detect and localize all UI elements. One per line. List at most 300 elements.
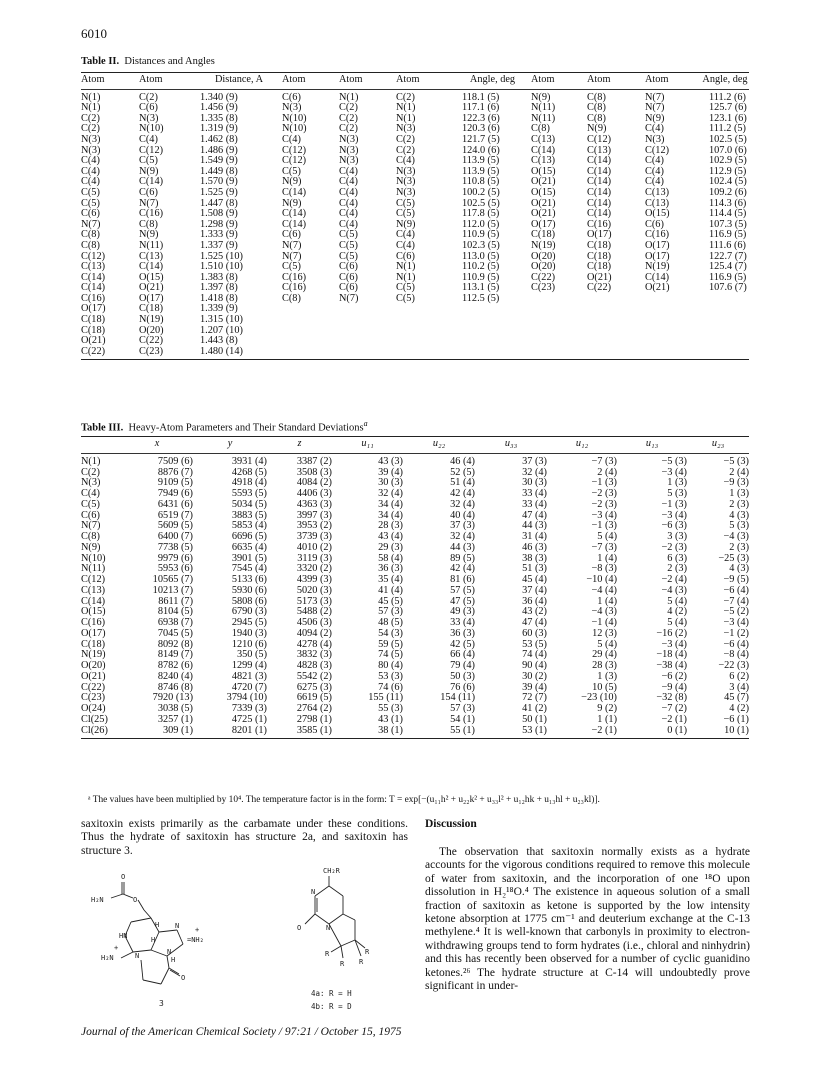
table3-cell: 45 (4) [522, 574, 547, 585]
table2-cell: N(3) [282, 102, 302, 114]
table2-cell: C(5) [396, 282, 415, 294]
table3-cell: N(1) [81, 455, 101, 467]
table3-cell: 8104 (5) [157, 606, 193, 618]
table2-cell: O(17) [645, 239, 670, 251]
table3-cell: 4 (2) [729, 703, 749, 714]
table-row [81, 672, 749, 683]
table3-cell: 154 (11) [440, 692, 475, 704]
table2-cell: O(21) [645, 282, 670, 294]
table3-cell: 43 (4) [378, 531, 403, 542]
table2-cell: N(3) [396, 176, 416, 188]
table3-cell: 39 (4) [378, 466, 403, 478]
table2-header-cell: Atom [645, 73, 701, 90]
table2-cell: C(4) [339, 176, 358, 188]
table3-cell: 38 (1) [332, 726, 403, 739]
table2-cell: 110.9 (5) [462, 229, 500, 241]
table2-cell: O(17) [531, 218, 556, 230]
table2-cell: C(5) [396, 197, 415, 209]
table2-cell [645, 336, 701, 347]
table3-cell: 1299 (4) [231, 660, 267, 671]
table2-cell: N(7) [282, 239, 302, 251]
table2-cell: C(13) [645, 186, 670, 198]
table2-cell: C(14) [139, 176, 164, 188]
table3-cell: 7949 (6) [157, 488, 193, 499]
table3-cell: 43 (2) [522, 606, 547, 618]
table2-cell: C(4) [339, 186, 358, 198]
table2-cell: 112.9 (5) [709, 165, 747, 177]
table2-cell: N(3) [139, 112, 159, 124]
table2-cell: 100.2 (5) [462, 186, 500, 198]
table2-cell [339, 347, 396, 360]
table-row [81, 715, 749, 726]
table3-cell: O(20) [81, 660, 106, 671]
table3-cell: 3931 (4) [231, 455, 267, 467]
table2-cell: C(14) [282, 218, 307, 230]
table3-cell: 1 (3) [729, 488, 749, 499]
table3-cell: 5853 (4) [231, 520, 267, 532]
table3-cell: −8 (4) [723, 649, 749, 661]
table2-cell: C(6) [645, 218, 664, 230]
table3-cell: −16 (2) [656, 627, 687, 639]
table2-cell: C(5) [282, 165, 301, 177]
table2-cell: 117.8 (5) [462, 208, 500, 220]
table2-cell: 110.8 (5) [462, 176, 500, 188]
structure-3-label-7: =NH₂ [187, 936, 204, 944]
table2-cell: N(9) [531, 91, 551, 103]
table3-cell: N(7) [81, 520, 101, 532]
table3-cell: 4268 (5) [231, 466, 267, 478]
table3-cell: 3038 (5) [157, 703, 193, 714]
table3-cell: −1 (3) [591, 477, 617, 489]
table3-cell: 3739 (3) [296, 531, 332, 542]
table2-cell: 114.4 (5) [709, 208, 747, 220]
structure-3-label-11: H [151, 936, 156, 944]
table2-cell: 1.449 (8) [200, 165, 238, 177]
table2-cell: O(15) [139, 271, 164, 283]
table3-cell: 33 (4) [450, 617, 475, 628]
table3-cell: 8092 (8) [157, 638, 193, 650]
table2-cell: 120.3 (6) [462, 123, 500, 135]
table2-cell [396, 304, 454, 315]
table3-cell: 2 (3) [729, 498, 749, 510]
table3-cell: 74 (6) [378, 681, 403, 693]
table3-cell: 12 (3) [592, 627, 617, 639]
table2-cell: N(9) [282, 176, 302, 188]
table2-cell [701, 315, 749, 326]
table3-cell: 7339 (3) [231, 703, 267, 714]
table3-cell: 4094 (2) [296, 627, 332, 639]
table3-cell: 42 (4) [450, 563, 475, 575]
table3-cell: 74 (4) [522, 649, 547, 661]
table3-cell: −3 (4) [661, 638, 687, 650]
table2-cell: O(15) [531, 186, 556, 198]
table2-cell: C(4) [396, 155, 415, 167]
table3-cell: −2 (1) [547, 726, 617, 739]
table2-cell [645, 315, 701, 326]
table2-cell: C(6) [282, 229, 301, 241]
table2-cell [396, 347, 454, 360]
discussion-paragraph: The observation that saxitoxin normally exists as a hydrate accounts for the vigorous conditions required to remove this molecule of water from saxitoxin, and the incorporation of one ¹⁸O upon dissolution in H₂¹⁸O.⁴ The existence in aqueous solution of a small fraction of saxitoxin as ketone is supported by the low intensity ketone absorption at 1775 cm⁻¹ and deuterium exchange at the C-13 methylene.⁴ It is well-known that carbonyls in proximity to electron-withdrawing groups tend to form hydrates (i.e., chloral and ninhydrin) and this has recently been observed for a number of cyclic guanidino ketones.²⁶ The hydrate structure at C-14 will undoubtedly prove significant in under- [425, 846, 750, 993]
table3-cell: 53 (1) [475, 726, 547, 739]
structure-4-label-3: N [326, 924, 331, 932]
table3-cell: 5 (4) [597, 531, 617, 542]
table3-cell: 2798 (1) [296, 713, 332, 725]
table3-cell: −7 (4) [723, 595, 749, 607]
table3-cell: Cl(26) [81, 726, 121, 739]
table2-cell [531, 326, 587, 337]
table3-cell: −7 (3) [591, 541, 617, 553]
table3-cell: 40 (4) [450, 509, 475, 521]
table3-cell: 1 (4) [597, 552, 617, 564]
table3-cell: 47 (4) [522, 617, 547, 628]
table-row [81, 188, 749, 199]
table2-cell: 1.319 (9) [200, 123, 238, 135]
table2-cell: N(11) [531, 102, 556, 114]
table2-cell: C(6) [282, 91, 301, 103]
table2-cell: 1.397 (8) [200, 282, 238, 294]
table2-cell: 1.383 (8) [200, 271, 238, 283]
table3-cell: 1 (4) [597, 595, 617, 607]
table3-cell: 2 (3) [667, 563, 687, 575]
table3-cell: 32 (4) [378, 488, 403, 499]
table2-cell [701, 336, 749, 347]
table3-cell: 7920 (13) [152, 692, 193, 704]
table3-cell: 51 (4) [450, 477, 475, 489]
structure-3-label-12: N [167, 948, 172, 956]
table2-cell: 116.9 (5) [709, 229, 747, 241]
table2-cell [645, 347, 701, 360]
table3-cell: 29 (4) [592, 649, 617, 661]
table3-cell: 41 (4) [378, 584, 403, 596]
table3-cell: 5 (4) [667, 617, 687, 628]
table2-cell: O(17) [587, 229, 612, 241]
table3-cell: 9109 (5) [157, 477, 193, 489]
table3-title-footnote-mark: a [363, 419, 368, 428]
table3-cell: 5173 (3) [296, 595, 332, 607]
structure-3-label-14: O [181, 974, 186, 982]
table3-cell: −3 (4) [661, 466, 687, 478]
table3-cell: 36 (4) [522, 595, 547, 607]
table2-cell: C(8) [81, 239, 100, 251]
table3-cell: 47 (5) [450, 595, 475, 607]
table2-cell: N(3) [339, 155, 359, 167]
table2-cell: C(6) [339, 261, 358, 273]
table-row [81, 283, 749, 294]
table2-cell: C(13) [531, 155, 556, 167]
table3-cell: 33 (4) [522, 488, 547, 499]
table2-cell [454, 336, 531, 347]
table3-cell: 37 (3) [522, 455, 547, 467]
table3-cell: 3901 (5) [231, 552, 267, 564]
table2-cell: C(12) [645, 144, 670, 156]
table2-cell: 112.5 (5) [462, 292, 500, 304]
table2-cell: 102.5 (5) [709, 133, 747, 145]
table3-cell: 44 (3) [450, 541, 475, 553]
structure-3-number: 3 [159, 999, 164, 1008]
table2-cell: 116.9 (5) [709, 271, 747, 283]
table3-cell: 1 (1) [597, 713, 617, 725]
table2-header-cell: Distance, A [196, 73, 282, 90]
table2-cell: C(13) [531, 133, 556, 145]
table2-cell: 102.5 (5) [462, 197, 500, 209]
table2-cell: C(4) [339, 197, 358, 209]
table3-cell: 30 (2) [522, 670, 547, 682]
table2-cell: N(3) [396, 165, 416, 177]
table3-cell: 8876 (7) [157, 466, 193, 478]
table3-cell: C(14) [81, 595, 106, 607]
table3-cell: −1 (4) [591, 617, 617, 628]
table2-cell [282, 326, 339, 337]
structure-4-drawing [285, 856, 405, 1016]
table3-cell: 1210 (6) [231, 638, 267, 650]
table3-cell: 8149 (7) [157, 649, 193, 661]
table2-cell: C(4) [645, 165, 664, 177]
table3-header-cell: z [267, 437, 332, 454]
table3-cell: 5609 (5) [157, 520, 193, 532]
table2-cell: 102.4 (5) [709, 176, 747, 188]
table2-cell [454, 326, 531, 337]
table3-cell: 0 (1) [617, 726, 687, 739]
table2-cell [454, 315, 531, 326]
table3-cell: 5488 (2) [296, 606, 332, 618]
table2-cell [531, 315, 587, 326]
table3-cell: 50 (3) [450, 670, 475, 682]
table2-cell: 107.0 (6) [709, 144, 747, 156]
table2-cell: N(3) [396, 186, 416, 198]
table3-cell: 309 (1) [121, 726, 193, 739]
page-number: 6010 [81, 26, 107, 41]
table2-cell: C(4) [81, 176, 100, 188]
table2-cell: 1.418 (8) [200, 292, 238, 304]
table3-cell: −5 (3) [723, 455, 749, 467]
table2-cell: C(12) [282, 144, 307, 156]
table3-cell: O(17) [81, 627, 106, 639]
table2-cell: C(2) [396, 91, 415, 103]
table3-cell: N(10) [81, 552, 106, 564]
table3-cell: 6635 (4) [231, 541, 267, 553]
table3-cell: 4010 (2) [296, 541, 332, 553]
table3-cell: −3 (4) [661, 509, 687, 521]
table-row [81, 315, 749, 326]
table3-cell: 4720 (7) [231, 681, 267, 693]
table2-cell: 122.3 (6) [462, 112, 500, 124]
table2-cell: C(14) [282, 208, 307, 220]
table-row [81, 629, 749, 640]
table2-cell: 123.1 (6) [709, 112, 747, 124]
table2-cell: 111.6 (6) [709, 239, 746, 251]
table3-cell: 53 (3) [378, 670, 403, 682]
table3-cell: 46 (4) [450, 455, 475, 467]
table3-cell: 57 (3) [378, 606, 403, 618]
table-row [81, 89, 749, 103]
table2-cell [531, 294, 587, 305]
table2-cell: C(13) [645, 197, 670, 209]
table3-cell: −32 (8) [656, 692, 687, 704]
table3-cell: N(3) [81, 477, 101, 489]
table2-cell: C(5) [282, 261, 301, 273]
structure-4-label-7: R [359, 958, 364, 966]
table2-cell: C(22) [81, 347, 139, 360]
table3-cell: 34 (4) [378, 498, 403, 510]
table3-cell: 3 (4) [729, 681, 749, 693]
table2-cell: C(22) [531, 271, 556, 283]
table3-cell: 45 (5) [378, 595, 403, 607]
table3-cell: 10565 (7) [152, 574, 193, 585]
table3-header-cell: u₁₂ [547, 437, 617, 454]
table3-cell: 48 (5) [378, 617, 403, 628]
table3-header-cell: u₂₂ [403, 437, 475, 454]
table2-cell: O(21) [139, 282, 164, 294]
table3-cell: 74 (5) [378, 649, 403, 661]
table3-cell: 30 (3) [378, 477, 403, 489]
table2-cell [339, 315, 396, 326]
table2-cell: 125.4 (7) [709, 261, 747, 273]
table2-cell: 112.0 (5) [462, 218, 500, 230]
table3-cell: 10 (1) [687, 726, 749, 739]
table3-cell: −23 (10) [581, 692, 617, 704]
table3-cell: 3953 (2) [296, 520, 332, 532]
table3-cell: Cl(25) [81, 713, 108, 725]
table2-cell: N(3) [81, 144, 101, 156]
table3-cell: 42 (4) [450, 488, 475, 499]
table3-cell: −6 (3) [661, 520, 687, 532]
table2-cell: N(7) [339, 292, 359, 304]
table3-cell: 80 (4) [378, 660, 403, 671]
table2-cell: 1.315 (10) [200, 314, 243, 326]
table3-cell: 58 (4) [378, 552, 403, 564]
table2-cell: C(16) [81, 292, 106, 304]
table3-cell: −7 (3) [591, 455, 617, 467]
table2-cell: 111.2 (6) [709, 91, 746, 103]
table2-cell: N(9) [587, 123, 607, 135]
table2-cell: N(11) [531, 112, 556, 124]
structure-4-label-2: O [297, 924, 302, 932]
table3-cell: 6400 (7) [157, 531, 193, 542]
table3-cell: C(16) [81, 617, 106, 628]
table2-cell: C(8) [81, 229, 100, 241]
table2-cell: 1.462 (8) [200, 133, 238, 145]
table3-cell: 2 (3) [729, 541, 749, 553]
table3-cell: C(12) [81, 574, 106, 585]
table2-cell: C(14) [587, 176, 612, 188]
table2-cell: O(21) [587, 271, 612, 283]
table2-cell: N(1) [81, 91, 101, 103]
table2-cell: 1.549 (9) [200, 155, 238, 167]
table2-cell: C(6) [339, 271, 358, 283]
table2-cell: C(14) [81, 271, 106, 283]
table3-cell: C(22) [81, 681, 106, 693]
table3-cell: 3257 (1) [157, 713, 193, 725]
table2-cell: 113.9 (5) [462, 155, 500, 167]
table2-cell: N(3) [339, 133, 359, 145]
table2-cell: C(14) [81, 282, 106, 294]
table2-cell: 1.508 (9) [200, 208, 238, 220]
table2-cell: C(14) [587, 186, 612, 198]
table3-cell: 79 (4) [450, 660, 475, 671]
table2-cell: N(3) [339, 144, 359, 156]
table2-cell: 121.7 (5) [462, 133, 500, 145]
table3-cell: 32 (4) [450, 531, 475, 542]
table2-cell: C(2) [339, 123, 358, 135]
table3-cell: 60 (3) [522, 627, 547, 639]
table2-cell [587, 326, 645, 337]
table2-cell: O(20) [139, 324, 164, 336]
table3-cell: −3 (4) [723, 617, 749, 628]
table2-cell: C(8) [531, 123, 550, 135]
left-column-paragraph: saxitoxin exists primarily as the carbamate under these conditions. Thus the hydrate of saxitoxin has structure 2a, and saxitoxin has structure 3. [81, 818, 408, 857]
table3-cell: 55 (3) [378, 703, 403, 714]
table2-cell: C(14) [531, 144, 556, 156]
table3-cell: −2 (1) [661, 713, 687, 725]
table3-cell: 43 (3) [378, 455, 403, 467]
table2-cell: C(13) [587, 144, 612, 156]
table3-cell: 8746 (8) [157, 681, 193, 693]
table3-cell: 3883 (5) [231, 509, 267, 521]
table2-cell: N(19) [531, 239, 556, 251]
table3-cell: 9 (2) [597, 703, 617, 714]
table2-cell: N(1) [396, 271, 416, 283]
table3-cell: −9 (5) [723, 574, 749, 585]
table2-cell: N(19) [139, 314, 164, 326]
table2-cell [645, 304, 701, 315]
table2-cell: N(9) [139, 229, 159, 241]
table2-cell: 1.525 (9) [200, 186, 238, 198]
table3-cell: C(4) [81, 488, 100, 499]
table3-cell: 4084 (2) [296, 477, 332, 489]
table3-cell: 1940 (3) [231, 627, 267, 639]
table2-header-cell: Atom [339, 73, 396, 90]
table2-title: Distances and Angles [124, 56, 215, 67]
table2-cell: C(4) [81, 155, 100, 167]
table-row [81, 500, 749, 511]
table2-cell: C(4) [645, 155, 664, 167]
table2-cell: C(4) [282, 133, 301, 145]
table2-cell: 1.337 (9) [200, 239, 238, 251]
table3-header-cell: u₃₃ [475, 437, 547, 454]
table3-cell: 3997 (3) [296, 509, 332, 521]
table3-cell: 5034 (5) [231, 498, 267, 510]
table-row [81, 135, 749, 146]
structure-3-drawing [81, 860, 231, 1010]
table-row [81, 586, 749, 597]
table2-cell: C(2) [81, 123, 100, 135]
table3-cell: 1 (3) [597, 670, 617, 682]
table3-cell: 76 (6) [450, 681, 475, 693]
table2-cell: C(12) [81, 250, 106, 262]
table3-cell: −4 (4) [591, 584, 617, 596]
table2-cell: 107.3 (5) [709, 218, 747, 230]
table3-cell: −8 (3) [591, 563, 617, 575]
table3-label: Table III. [81, 422, 124, 434]
table3-cell: −5 (3) [661, 455, 687, 467]
table2-cell: O(15) [531, 165, 556, 177]
table2-cell: C(16) [139, 208, 164, 220]
table3-cell: 5953 (6) [157, 563, 193, 575]
table2-cell [587, 304, 645, 315]
structure-3-label-13: H [171, 956, 176, 964]
table3-cell: 34 (4) [378, 509, 403, 521]
table2-cell: C(6) [139, 186, 158, 198]
table3-header-cell: u₁₁ [332, 437, 403, 454]
table3-cell: 54 (1) [450, 713, 475, 725]
table2-cell [645, 326, 701, 337]
table2-cell: C(6) [139, 102, 158, 114]
table2-cell: N(3) [81, 133, 101, 145]
table2-cell: C(5) [396, 292, 415, 304]
table3-cell: O(15) [81, 606, 106, 618]
table2-cell: C(13) [81, 261, 106, 273]
table2-cell [282, 304, 339, 315]
